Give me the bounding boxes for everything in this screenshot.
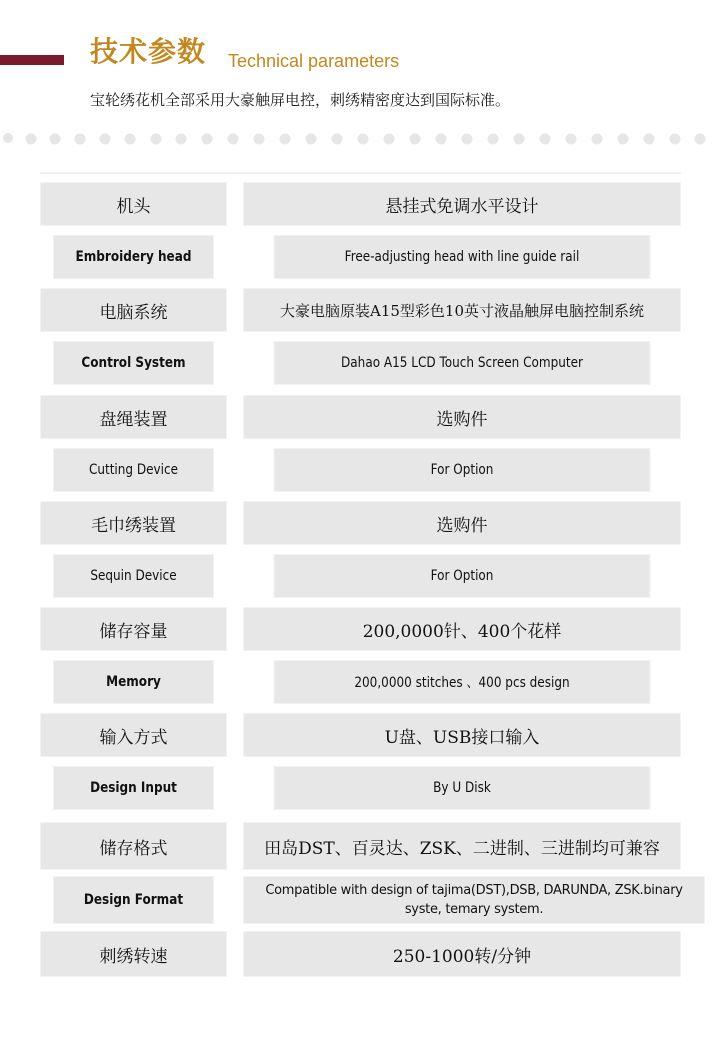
- spec-label: 盘绳装置: [40, 395, 227, 439]
- spec-label: 电脑系统: [40, 288, 227, 332]
- page-subtitle: 宝轮绣花机全部采用大豪触屏电控，刺绣精密度达到国际标准。: [90, 91, 511, 109]
- spec-label: Design Input: [53, 766, 214, 810]
- spec-label: Embroidery head: [53, 235, 214, 279]
- spec-label: 储存容量: [40, 607, 227, 651]
- spec-label: Control System: [53, 341, 214, 385]
- spec-value: For Option: [274, 448, 651, 492]
- page-title-english: Technical parameters: [228, 51, 400, 71]
- spec-label: Sequin Device: [53, 554, 214, 598]
- spec-value: 选购件: [243, 501, 681, 545]
- spec-label: Memory: [53, 660, 214, 704]
- spec-label: 毛巾绣装置: [40, 501, 227, 545]
- page-title: 技术参数: [90, 35, 207, 68]
- spec-value: For Option: [274, 554, 651, 598]
- spec-label: Cutting Device: [53, 448, 214, 492]
- spec-value: 250-1000转/分钟: [243, 931, 681, 977]
- spec-value: By U Disk: [274, 766, 651, 810]
- spec-label: 机头: [40, 182, 227, 226]
- spec-value: U盘、USB接口输入: [243, 713, 681, 757]
- spec-value: 田岛DST、百灵达、ZSK、二进制、三进制均可兼容: [243, 822, 681, 870]
- spec-label: 储存格式: [40, 822, 227, 870]
- spec-value: Dahao A15 LCD Touch Screen Computer: [274, 341, 651, 385]
- spec-value: 大豪电脑原装A15型彩色10英寸液晶触屏电脑控制系统: [243, 288, 681, 332]
- spec-label: 输入方式: [40, 713, 227, 757]
- spec-value: 200,0000针、400个花样: [243, 607, 681, 651]
- spec-value: 200,0000 stitches 、400 pcs design: [274, 660, 651, 704]
- spec-value: 选购件: [243, 395, 681, 439]
- spec-value: 悬挂式免调水平设计: [243, 182, 681, 226]
- spec-value: Free-adjusting head with line guide rail: [274, 235, 651, 279]
- spec-label: Design Format: [53, 876, 214, 924]
- spec-value: Compatible with design of tajima(DST),DSB, DARUNDA, ZSK.binary syste, temary system.: [243, 876, 705, 924]
- spec-label: 刺绣转速: [40, 931, 227, 977]
